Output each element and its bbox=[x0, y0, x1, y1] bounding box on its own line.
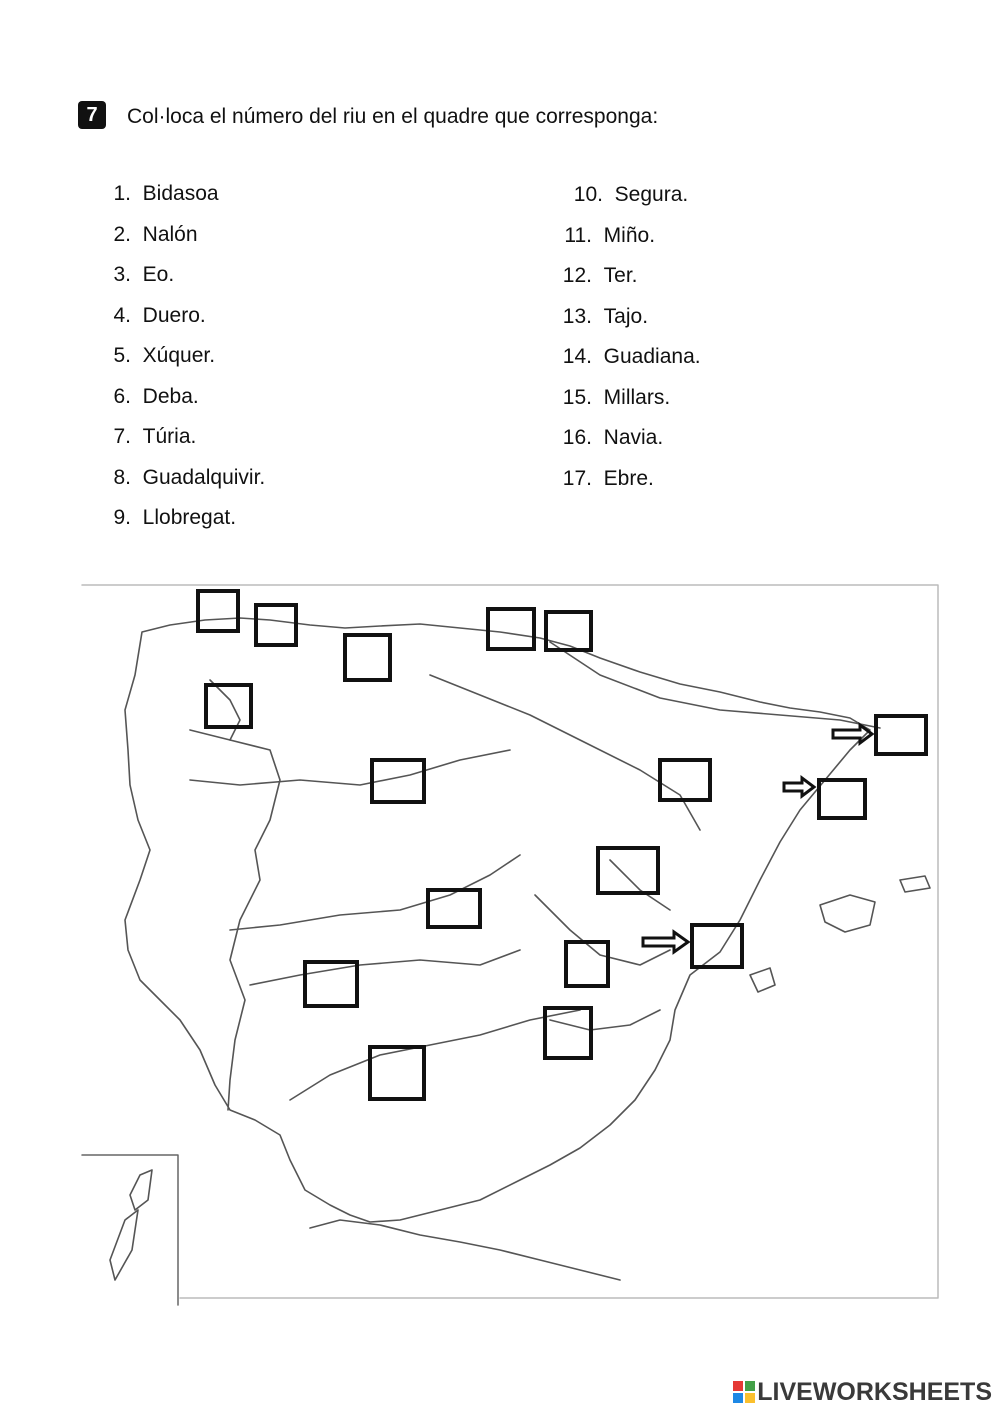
canary-inset-frame bbox=[82, 1155, 178, 1305]
iberian-rivers-map bbox=[80, 580, 950, 1310]
river-turia bbox=[610, 860, 670, 910]
liveworksheets-logo-icon bbox=[733, 1381, 755, 1403]
answer-box bbox=[305, 962, 357, 1006]
canary-island bbox=[130, 1170, 152, 1210]
answer-box bbox=[598, 848, 658, 893]
river-item: 15. Millars. bbox=[562, 385, 671, 409]
river-item: 2. Nalón bbox=[113, 222, 198, 246]
river-item: 5. Xúquer. bbox=[113, 344, 216, 367]
river-item: 1. Bidasoa bbox=[113, 182, 219, 205]
arrow-icon bbox=[643, 932, 688, 952]
arrow-icon bbox=[784, 778, 814, 796]
answer-box bbox=[566, 942, 608, 986]
river-item: 14. Guadiana. bbox=[562, 345, 701, 368]
river-item: 9. Llobregat. bbox=[113, 506, 237, 529]
answer-box bbox=[876, 716, 926, 754]
map-frame bbox=[82, 585, 938, 1298]
river-item: 11. Miño. bbox=[564, 223, 656, 247]
river-item: 17. Ebre. bbox=[562, 466, 654, 490]
river-list-left bbox=[96, 180, 265, 545]
peninsula-coastline bbox=[125, 618, 870, 1222]
answer-box bbox=[370, 1047, 424, 1099]
mallorca-island bbox=[820, 895, 875, 932]
answer-box bbox=[819, 780, 865, 818]
river-guadalquivir bbox=[290, 1010, 580, 1100]
exercise-number-badge: 7 bbox=[78, 101, 106, 129]
answer-box bbox=[256, 605, 296, 645]
answer-box bbox=[206, 685, 251, 727]
answer-box bbox=[345, 635, 390, 680]
river-item: 12. Ter. bbox=[562, 264, 638, 287]
river-item: 16. Navia. bbox=[562, 426, 664, 449]
river-mino bbox=[210, 680, 240, 740]
answer-box bbox=[692, 925, 742, 967]
river-item: 8. Guadalquivir. bbox=[113, 465, 266, 489]
menorca-island bbox=[900, 876, 930, 892]
river-item: 10. Segura. bbox=[573, 183, 689, 206]
river-guadiana bbox=[250, 950, 520, 985]
answer-box bbox=[198, 591, 238, 631]
canary-island bbox=[110, 1210, 138, 1280]
ibiza-island bbox=[750, 968, 775, 992]
river-item: 7. Túria. bbox=[113, 425, 197, 448]
river-item: 6. Deba. bbox=[113, 384, 199, 408]
river-item: 13. Tajo. bbox=[562, 304, 649, 328]
africa-coast bbox=[310, 1220, 620, 1280]
river-xuquer bbox=[535, 895, 670, 965]
exercise-instruction: Col·loca el número del riu en el quadre que corresponga: bbox=[127, 105, 659, 128]
liveworksheets-brand: LIVEWORKSHEETS bbox=[757, 1377, 992, 1406]
river-tajo bbox=[230, 855, 520, 930]
river-item: 4. Duero. bbox=[113, 303, 206, 327]
france-border bbox=[550, 642, 880, 728]
river-duero bbox=[190, 750, 510, 785]
portugal-border bbox=[190, 730, 280, 1110]
river-list-right bbox=[552, 181, 701, 505]
river-item: 3. Eo. bbox=[113, 263, 175, 286]
answer-box bbox=[660, 760, 710, 800]
answer-box bbox=[488, 609, 534, 649]
answer-box bbox=[428, 890, 480, 927]
liveworksheets-footer bbox=[733, 1378, 992, 1406]
